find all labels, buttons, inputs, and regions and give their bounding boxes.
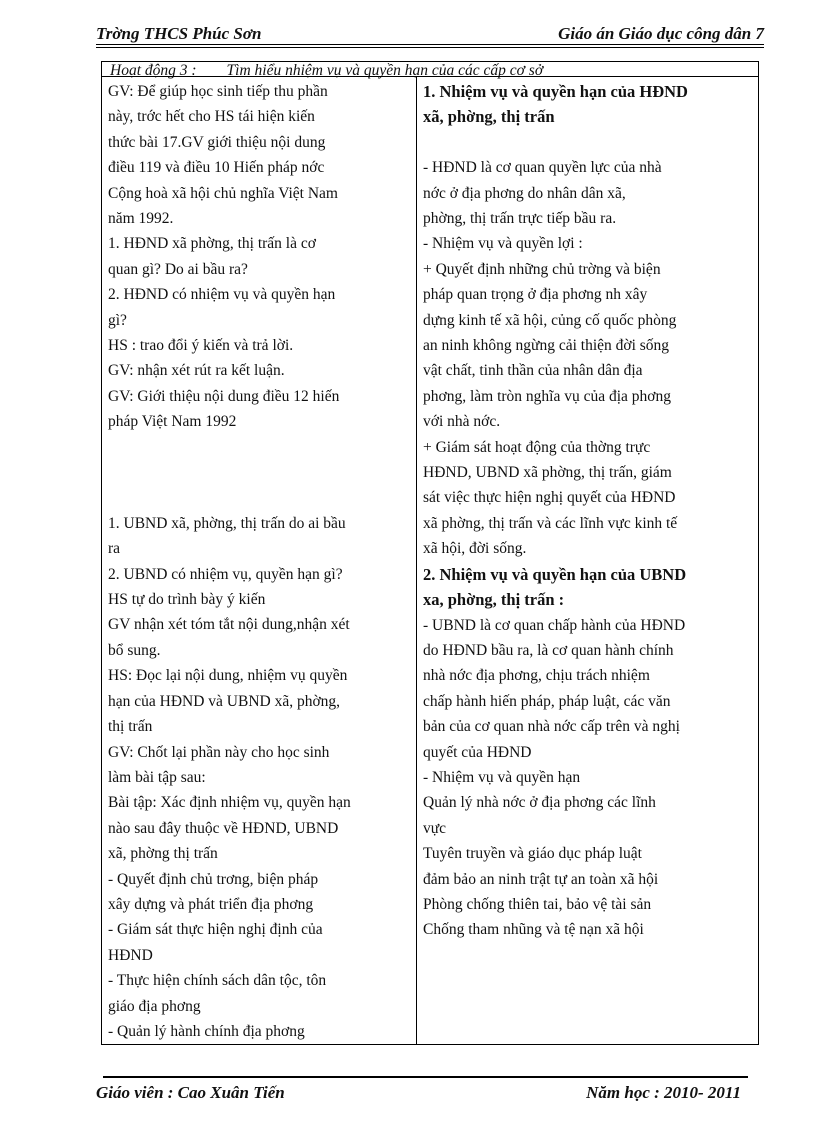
left-line: năm 1992. <box>108 210 174 228</box>
activity-label: Hoạt động 3 : <box>110 62 197 79</box>
activity-title: Tìm hiểu nhiệm vụ và quyền hạn của các cấp cơ sở <box>226 62 544 79</box>
footer-rule <box>103 1076 748 1078</box>
right-line: + Quyết định những chủ trờng và biện <box>423 260 661 278</box>
section-heading-line: 1. Nhiệm vụ và quyền hạn của HĐND <box>423 82 688 101</box>
right-line: nhà nớc địa phơng, chịu trách nhiệm <box>423 667 650 685</box>
right-line: an ninh không ngừng cải thiện đời sống <box>423 337 670 355</box>
teacher-student-activities-column <box>108 79 410 1044</box>
left-line: 1. UBND xã, phờng, thị trấn do ai bầu <box>108 514 346 532</box>
right-line: phờng, thị trấn trực tiếp bầu ra. <box>423 210 617 228</box>
page-header <box>96 24 764 44</box>
left-line: HS tự do trình bày ý kiến <box>108 591 266 609</box>
right-line: quyết của HĐND <box>423 743 532 761</box>
left-line: làm bài tập sau: <box>108 768 206 786</box>
left-line: điều 119 và điều 10 Hiến pháp nớc <box>108 159 325 177</box>
left-line: GV: Giới thiệu nội dung điều 12 hiến <box>108 387 340 405</box>
left-line: quan gì? Do ai bầu ra? <box>108 260 248 278</box>
right-line: Quản lý nhà nớc ở địa phơng các lĩnh <box>423 794 656 812</box>
teacher-name: Giáo viên : Cao Xuân Tiến <box>96 1083 285 1102</box>
left-line: - Quyết định chủ trơng, biện pháp <box>108 870 319 888</box>
right-line: đảm bảo an ninh trật tự an toàn xã hội <box>423 870 659 888</box>
left-line: Cộng hoà xã hội chủ nghĩa Việt Nam <box>108 184 338 202</box>
left-line: HĐND <box>108 946 153 964</box>
left-line: GV nhận xét tóm tắt nội dung,nhận xét <box>108 616 350 634</box>
left-line: hạn của HĐND và UBND xã, phờng, <box>108 692 341 710</box>
right-line: pháp quan trọng ở địa phơng nh xây <box>423 286 648 304</box>
school-name: Trờng THCS Phúc Sơn <box>96 24 262 43</box>
right-line: với nhà nớc. <box>423 413 501 431</box>
left-line: HS : trao đổi ý kiến và trả lời. <box>108 337 294 355</box>
right-line: Phòng chống thiên tai, bảo vệ tài sản <box>423 895 652 913</box>
left-line: GV: Để giúp học sinh tiếp thu phần <box>108 83 328 100</box>
left-line: ra <box>108 540 121 558</box>
left-line: GV: Chốt lại phần này cho học sinh <box>108 743 330 761</box>
right-line: - HĐND là cơ quan quyền lực của nhà <box>423 159 662 177</box>
left-line: này, trớc hết cho HS tái hiện kiến <box>108 108 315 126</box>
left-line <box>108 460 410 485</box>
right-line: bản của cơ quan nhà nớc cấp trên và nghị <box>423 718 680 736</box>
right-line: dựng kinh tế xã hội, củng cố quốc phòng <box>423 311 677 329</box>
right-line: HĐND, UBND xã phờng, thị trấn, giám <box>423 464 672 482</box>
right-line: do HĐND bầu ra, là cơ quan hành chính <box>423 641 674 659</box>
left-line: thức bài 17.GV giới thiệu nội dung <box>108 133 326 151</box>
left-line: pháp Việt Nam 1992 <box>108 413 237 431</box>
left-line <box>108 435 410 460</box>
lesson-columns <box>102 76 758 1044</box>
left-line: xã, phờng thị trấn <box>108 845 218 863</box>
lesson-table <box>101 61 759 1045</box>
school-year: Năm học : 2010- 2011 <box>586 1083 741 1102</box>
right-line: xã hội, đời sống. <box>423 540 527 558</box>
left-line: - Giám sát thực hiện nghị định của <box>108 921 323 939</box>
right-line: Chống tham nhũng và tệ nạn xã hội <box>423 921 644 939</box>
right-line: - UBND là cơ quan chấp hành của HĐND <box>423 616 686 634</box>
left-line: HS: Đọc lại nội dung, nhiệm vụ quyền <box>108 667 348 685</box>
section-heading-line: xã, phờng, thị trấn <box>423 107 555 127</box>
right-line: - Nhiệm vụ và quyền lợi : <box>423 235 583 253</box>
right-line: sát việc thực hiện nghị quyết của HĐND <box>423 489 676 507</box>
left-line: 2. HĐND có nhiệm vụ và quyền hạn <box>108 286 336 304</box>
left-line: giáo địa phơng <box>108 997 201 1015</box>
left-line: xây dựng và phát triển địa phơng <box>108 895 314 913</box>
left-line: - Thực hiện chính sách dân tộc, tôn <box>108 972 327 990</box>
left-line: 2. UBND có nhiệm vụ, quyền hạn gì? <box>108 565 343 583</box>
right-line: nớc ở địa phơng do nhân dân xã, <box>423 184 626 202</box>
right-line: chấp hành hiến pháp, pháp luật, các văn <box>423 692 671 710</box>
right-line: + Giám sát hoạt động của thờng trực <box>423 438 651 456</box>
left-line: nào sau đây thuộc về HĐND, UBND <box>108 819 339 837</box>
right-line <box>423 130 751 155</box>
right-line: phơng, làm tròn nghĩa vụ của địa phơng <box>423 387 671 405</box>
right-line: Tuyên truyền và giáo dục pháp luật <box>423 845 642 863</box>
right-line: vực <box>423 819 447 837</box>
column-divider <box>416 77 417 1044</box>
left-line: gì? <box>108 311 127 329</box>
left-line: - Quản lý hành chính địa phơng <box>108 1022 305 1040</box>
section-heading-line: 2. Nhiệm vụ và quyền hạn của UBND <box>423 564 687 584</box>
left-line: GV: nhận xét rút ra kết luận. <box>108 362 285 380</box>
left-line <box>108 485 410 510</box>
page-footer <box>96 1083 741 1103</box>
right-line: vật chất, tinh thần của nhân dân địa <box>423 362 643 380</box>
right-line: - Nhiệm vụ và quyền hạn <box>423 768 581 786</box>
left-line: 1. HĐND xã phờng, thị trấn là cơ <box>108 235 316 253</box>
lesson-content-column <box>423 79 751 943</box>
left-line: Bài tập: Xác định nhiệm vụ, quyền hạn <box>108 794 351 812</box>
left-line: bổ sung. <box>108 641 161 659</box>
subject-title: Giáo án Giáo dục công dân 7 <box>558 24 764 43</box>
section-heading-line: xa, phờng, thị trấn : <box>423 590 565 610</box>
right-line: xã phờng, thị trấn và các lĩnh vực kinh tế <box>423 514 678 532</box>
left-line: thị trấn <box>108 718 153 736</box>
header-rule <box>96 44 764 48</box>
